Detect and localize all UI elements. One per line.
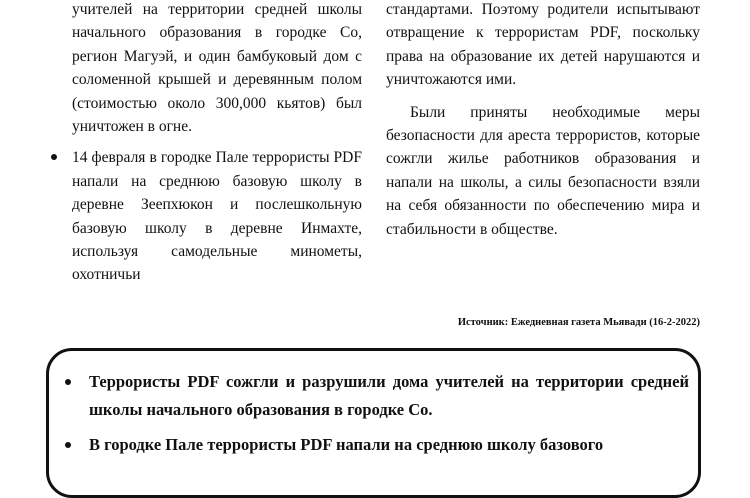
- summary-item-text: В городке Пале террористы PDF напали на среднюю школу базового: [89, 435, 604, 454]
- summary-box: [46, 348, 701, 498]
- summary-item-text: Террористы PDF сожгли и разрушили дома учителей на территории средней школы начального образования в городке Со.: [89, 372, 689, 419]
- source-citation: Источник: Ежедневная газета Мьявади (16-2-2022): [457, 317, 700, 328]
- right-column: [386, 0, 700, 241]
- right-paragraph: Были приняты необходимые меры безопасности для ареста террористов, которые сожгли жилье работников образования и напали на школы, а силы безопасности взяли на себя обязанности по обеспечению мира и стабильности в обществе.: [386, 103, 700, 238]
- bullet-dot-icon: [65, 442, 71, 448]
- left-continued-paragraph: учителей на территории средней школы начального образования в городке Со, регион Магуэй, и один бамбуковый дом с соломенной крышей и деревянным полом (стоимостью около 300,000 кьятов) был уничтожен в огне.: [72, 1, 362, 136]
- left-bullet-item: [72, 146, 362, 286]
- bullet-dot-icon: [51, 154, 57, 160]
- summary-item: [89, 431, 689, 459]
- left-bullet-text: 14 февраля в городке Пале террористы PDF напали на среднюю базовую школу в деревне Зеепхюкон и послешкольную базовую школу в деревне Инмахте, используя самодельные минометы, охотничьи: [72, 149, 362, 284]
- bullet-dot-icon: [65, 379, 71, 385]
- left-column: [72, 0, 362, 287]
- right-continued-paragraph: стандартами. Поэтому родители испытывают отвращение к террористам PDF, поскольку права на образование их детей нарушаются и уничтожаются ими.: [386, 1, 700, 89]
- summary-list: [89, 368, 689, 466]
- summary-item: [89, 368, 689, 424]
